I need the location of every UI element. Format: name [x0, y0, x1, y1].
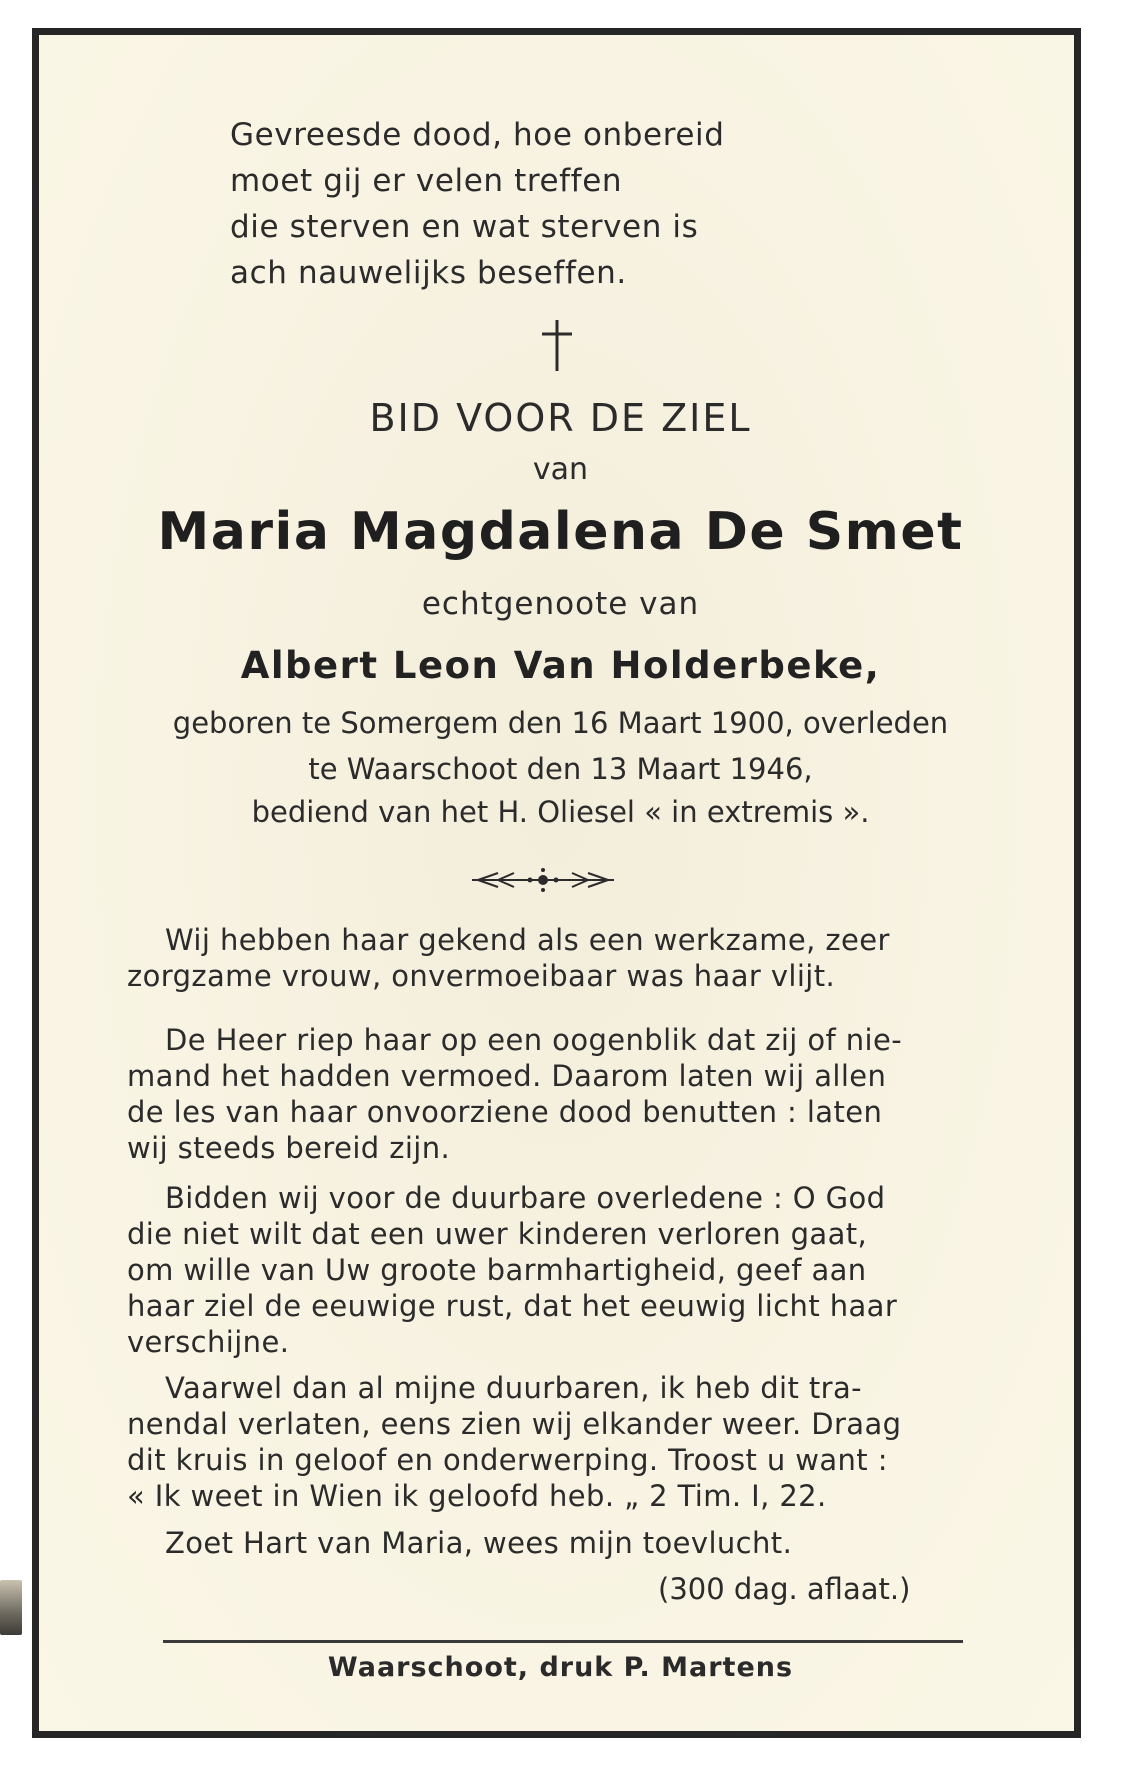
- opening-poem: [230, 112, 725, 296]
- poem-line: moet gij er velen treffen: [230, 163, 623, 199]
- text-line: haar ziel de eeuwige rust, dat het eeuwig licht haar: [127, 1289, 898, 1323]
- text-line: Zoet Hart van Maria, wees mijn toevlucht.: [165, 1526, 793, 1560]
- text-line: Vaarwel dan al mijne duurbaren, ik heb dit tra-: [165, 1371, 863, 1405]
- cross-icon: [536, 318, 578, 372]
- divider: [163, 1640, 963, 1643]
- paragraph-sudden-death: [127, 1022, 977, 1166]
- ornament-icon: [468, 865, 618, 895]
- birth-line: geboren te Somergem den 16 Maart 1900, overleden: [172, 706, 949, 740]
- prayer-heading: BID VOOR DE ZIEL: [369, 396, 752, 440]
- text-line: Bidden wij voor de duurbare overledene : O God: [165, 1181, 886, 1215]
- text-line: mand het hadden vermoed. Daarom laten wij allen: [127, 1059, 887, 1093]
- text-line: De Heer riep haar op een oogenblik dat zij of nie-: [165, 1023, 903, 1057]
- text-line: die niet wilt dat een uwer kinderen verloren gaat,: [127, 1217, 868, 1251]
- paragraph-character: [127, 922, 977, 994]
- text-line: dit kruis in geloof en onderwerping. Troost u want :: [127, 1443, 888, 1477]
- text-line: zorgzame vrouw, onvermoeibaar was haar vlijt.: [127, 959, 836, 993]
- text-line: nendal verlaten, eens zien wij elkander weer. Draag: [127, 1407, 902, 1441]
- poem-line: Gevreesde dood, hoe onbereid: [230, 117, 725, 153]
- spouse-name: Albert Leon Van Holderbeke,: [240, 644, 881, 687]
- text-line: de les van haar onvoorziene dood benutten : laten: [127, 1095, 883, 1129]
- text-line: « Ik weet in Wien ik geloofd heb. „ 2 Tim. I, 22.: [127, 1479, 827, 1513]
- printer-credit: Waarschoot, druk P. Martens: [327, 1652, 794, 1683]
- deceased-name: Maria Magdalena De Smet: [157, 502, 964, 562]
- indulgence-note: (300 dag. aflaat.): [658, 1572, 911, 1606]
- text-line: verschijne.: [127, 1325, 290, 1359]
- paragraph-invocation: [127, 1525, 977, 1561]
- death-line: te Waarschoot den 13 Maart 1946,: [308, 752, 813, 786]
- poem-line: ach nauwelijks beseffen.: [230, 255, 627, 291]
- text-line: Wij hebben haar gekend als een werkzame, zeer: [165, 923, 890, 957]
- paragraph-prayer: [127, 1180, 977, 1360]
- spouse-intro: echtgenoote van: [421, 586, 700, 622]
- paragraph-farewell: [127, 1370, 977, 1514]
- text-line: om wille van Uw groote barmhartigheid, geef aan: [127, 1253, 867, 1287]
- of-label: van: [532, 452, 589, 487]
- poem-line: die sterven en wat sterven is: [230, 209, 699, 245]
- text-line: wij steeds bereid zijn.: [127, 1131, 451, 1165]
- sacrament-line: bediend van het H. Oliesel « in extremis ».: [251, 795, 870, 829]
- photo-edge-scrap: [0, 1580, 22, 1635]
